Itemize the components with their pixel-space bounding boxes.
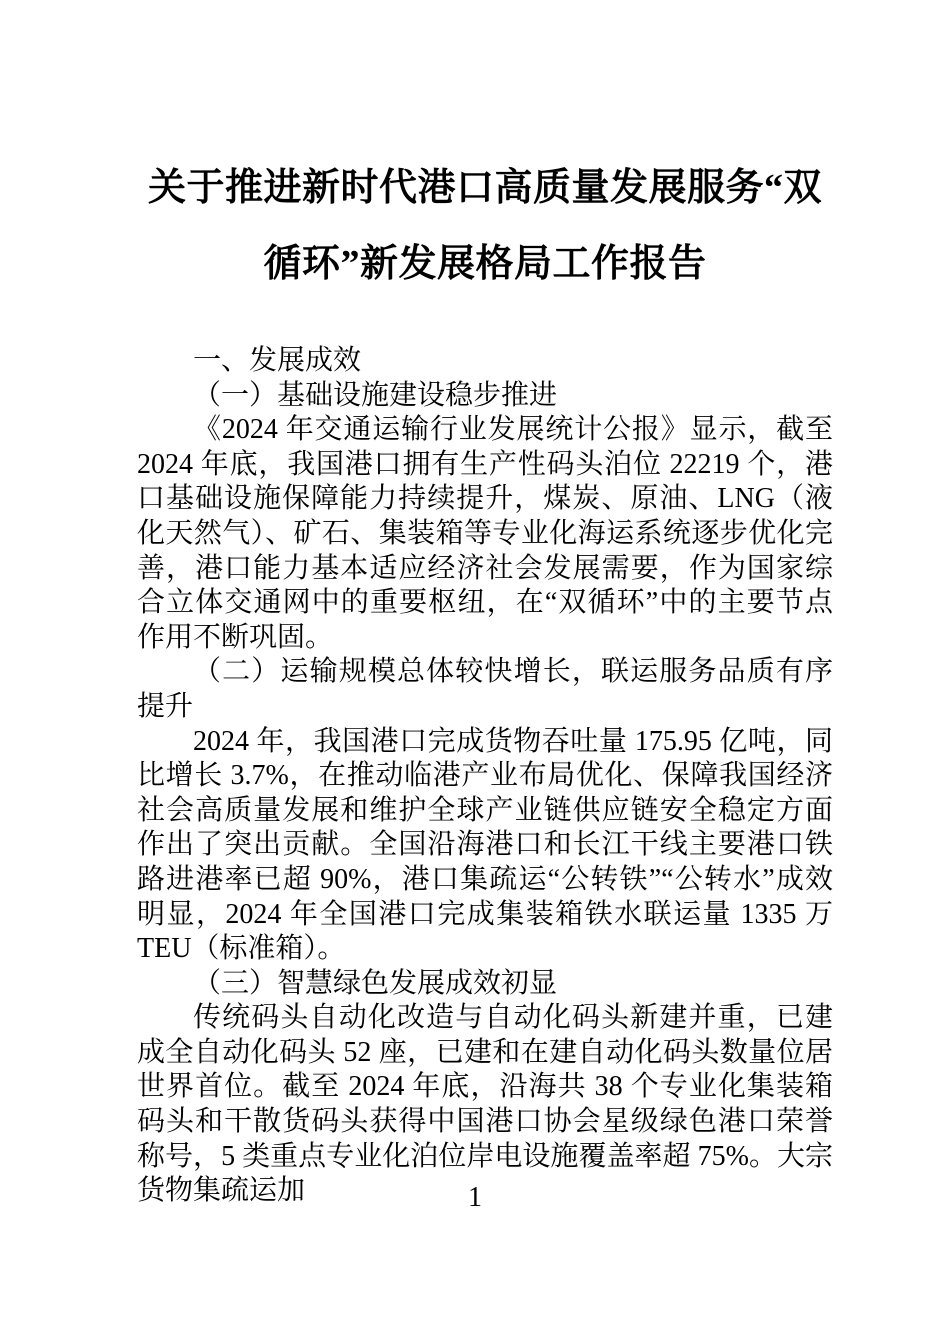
subsection-heading-transport-scale: （二）运输规模总体较快增长，联运服务品质有序提升 xyxy=(137,656,833,722)
section-heading-development-achievements: 一、发展成效 xyxy=(193,345,362,376)
paragraph-infrastructure-progress: 《2024 年交通运输行业发展统计公报》显示，截至 2024 年底，我国港口拥有生产性码头泊位 22219 个，港口基础设施保障能力持续提升，煤炭、原油、LNG（液化天然气）、矿石、集装箱等专业化海运系统逐步优化完善，港口能力基本适应经济社会发展需要，作为国家综合立体交通网中的重要枢纽，在“双循环”中的主要节点作用不断巩固。 xyxy=(137,414,833,653)
page-number: 1 xyxy=(468,1182,482,1213)
subsection-heading-infrastructure: （一）基础设施建设稳步推进 xyxy=(193,379,558,411)
document-title-line-2: 循环”新发展格局工作报告 xyxy=(263,243,707,285)
document-body xyxy=(137,344,833,1209)
document-title xyxy=(137,150,833,302)
paragraph-transport-scale-growth: 2024 年，我国港口完成货物吞吐量 175.95 亿吨，同比增长 3.7%，在推动临港产业布局优化、保障我国经济社会高质量发展和维护全球产业链供应链安全稳定方面作出了突出贡献。全国沿海港口和长江干线主要港口铁路进港率已超 90%，港口集疏运“公转铁”“公转水”成效明显，2024 年全国港口完成集装箱铁水联运量 1335 万 TEU（标准箱）。 xyxy=(137,725,833,965)
document-title-line-1: 关于推进新时代港口高质量发展服务“双 xyxy=(147,167,822,209)
subsection-heading-smart-green: （三）智慧绿色发展成效初显 xyxy=(193,967,558,999)
paragraph-smart-green-results: 传统码头自动化改造与自动化码头新建并重，已建成全自动化码头 52 座，已建和在建自动化码头数量位居世界首位。截至 2024 年底，沿海共 38 个专业化集装箱码头和干散货码头获得中国港口协会星级绿色港口荣誉称号，5 类重点专业化泊位岸电设施覆盖率超 75%。大宗货物集疏运加 xyxy=(137,1002,833,1207)
